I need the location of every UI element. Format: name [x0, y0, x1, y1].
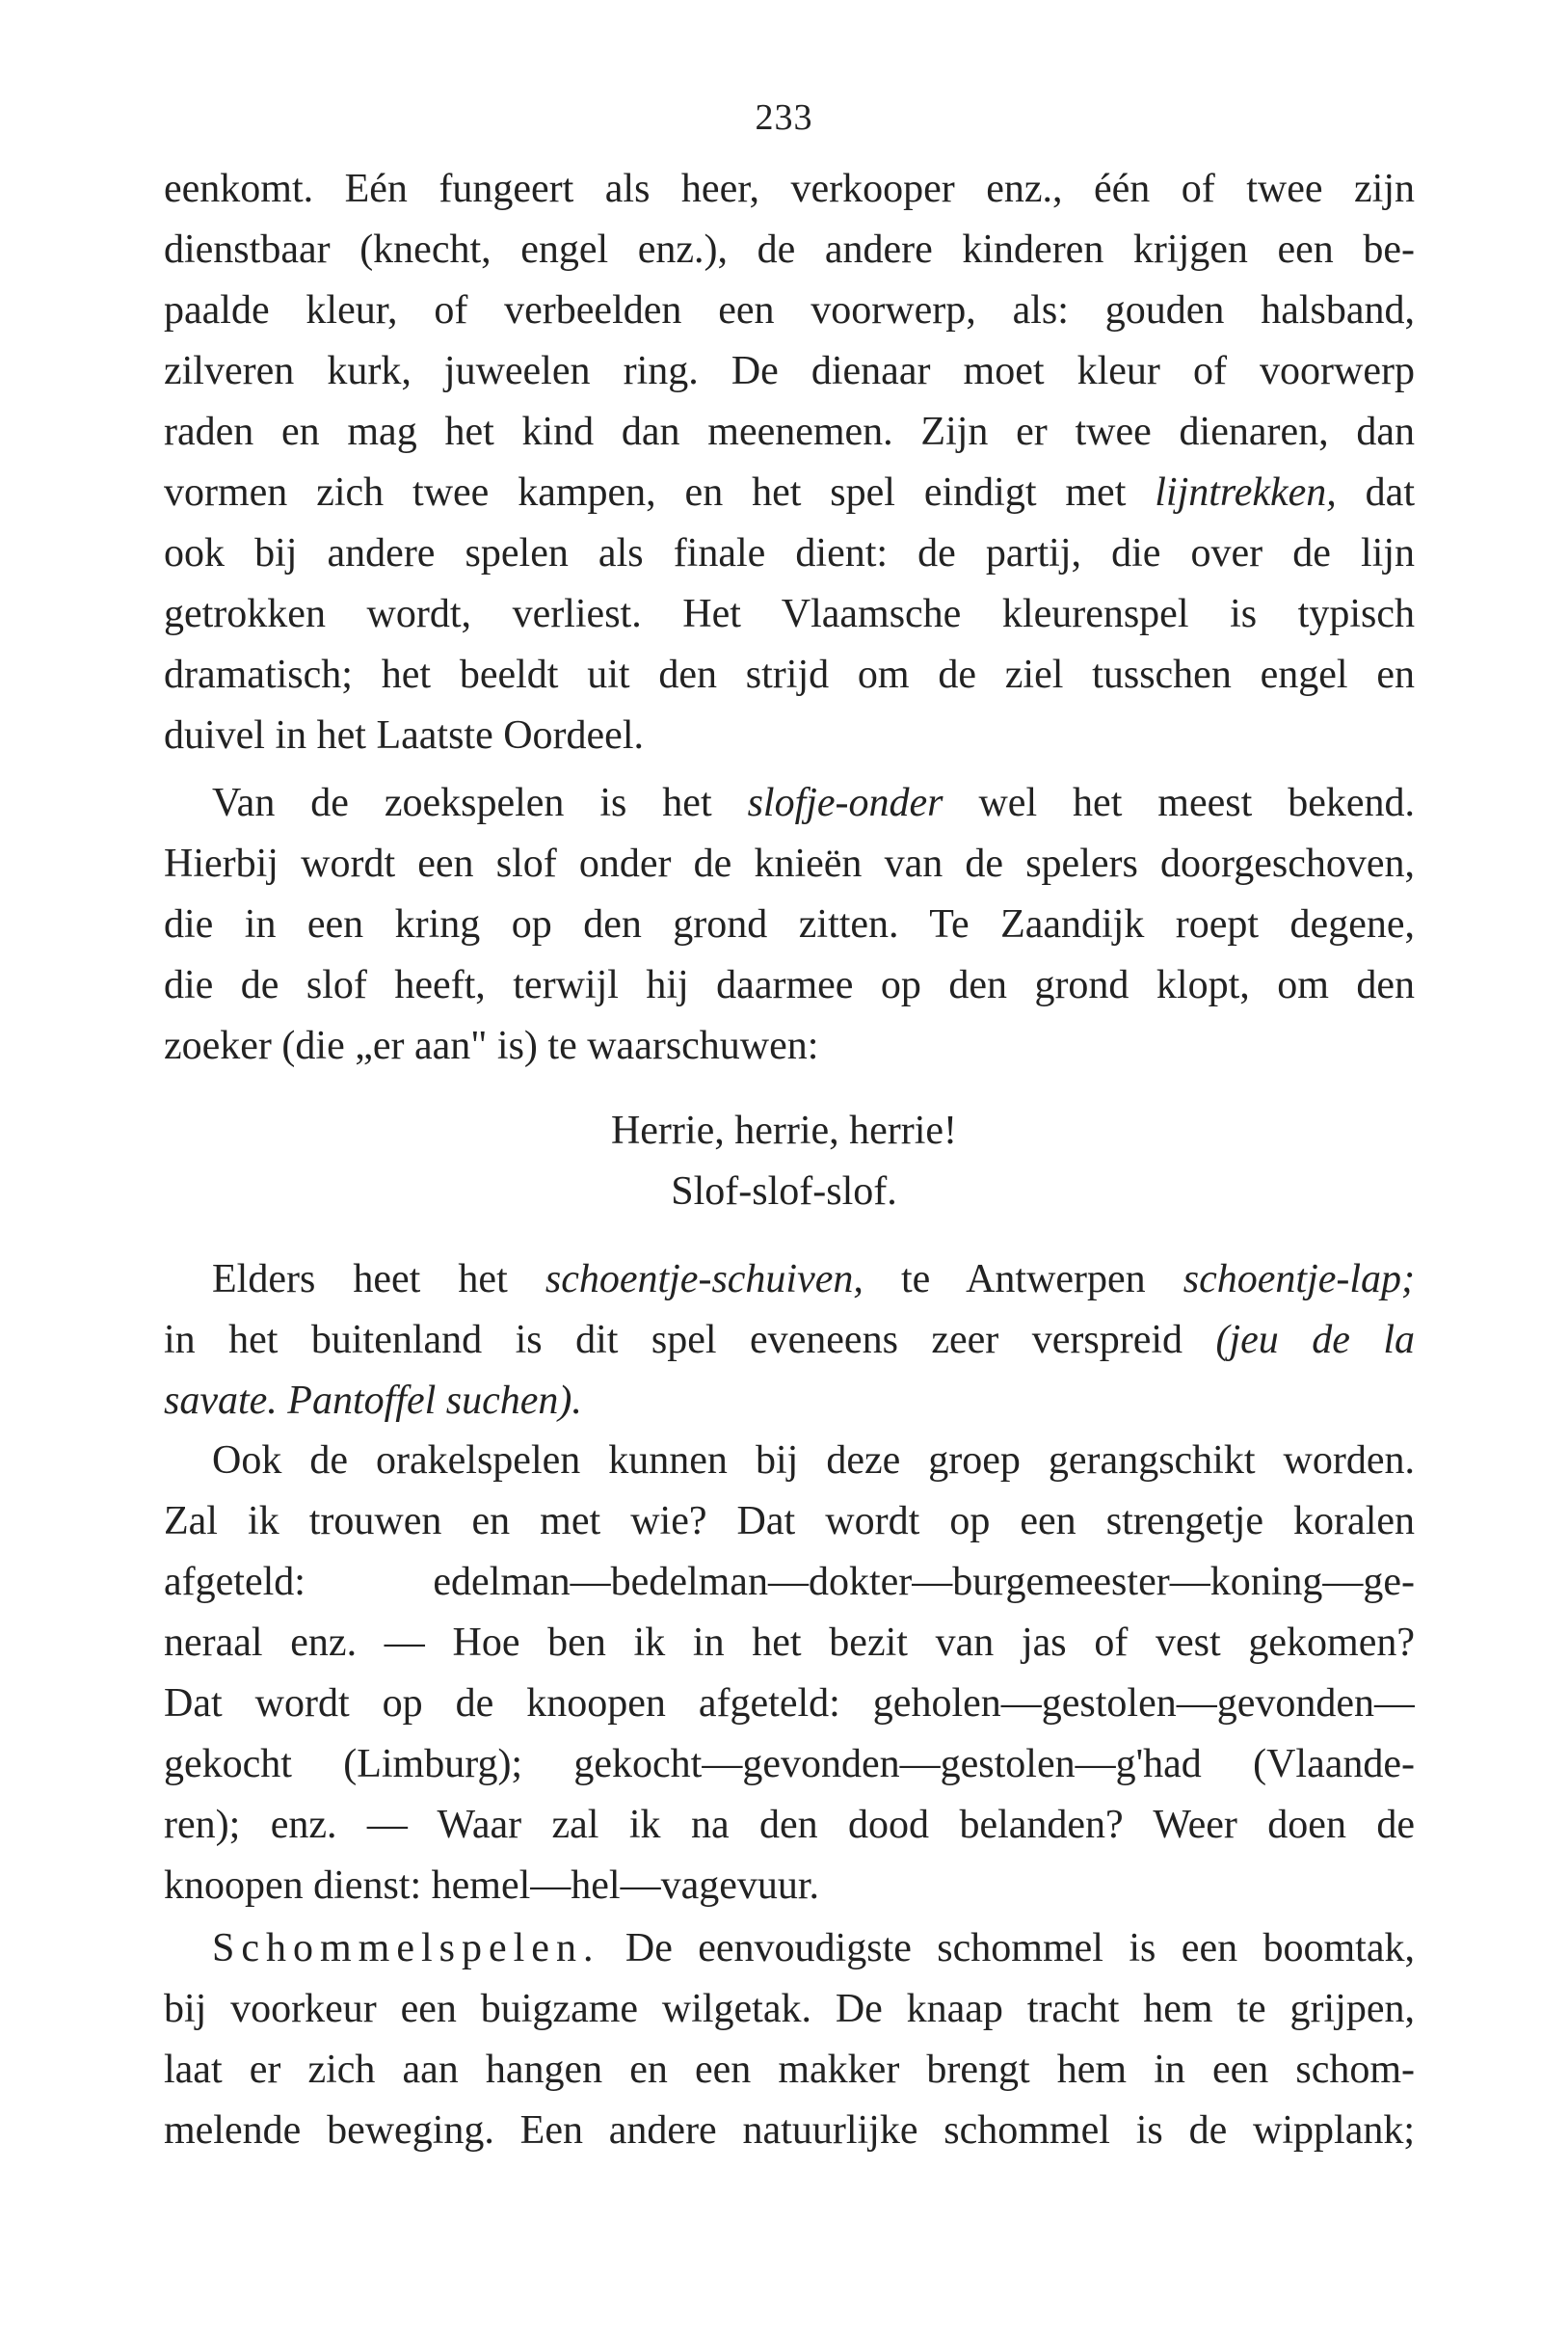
- text-line: zilveren kurk, juweelen ring. De dienaar moet kleur of voorwerp: [164, 349, 1415, 393]
- text-line: bij voorkeur een buigzame wilgetak. De knaap tracht hem te grijpen,: [164, 1987, 1415, 2031]
- text-line: ren); enz. — Waar zal ik na den dood belanden? Weer doen de: [164, 1803, 1415, 1847]
- text-line: gekocht (Limburg); gekocht—gevonden—gestolen—g'had (Vlaande-: [164, 1742, 1415, 1786]
- text-line: Elders heet het schoentje-schuiven, te Antwerpen schoentje-lap;: [212, 1257, 1415, 1301]
- paragraph-5: [164, 1918, 1415, 2161]
- text-line: neraal enz. — Hoe ben ik in het bezit van jas of vest gekomen?: [164, 1621, 1415, 1665]
- text-line: Dat wordt op de knoopen afgeteld: geholen—gestolen—gevonden—: [164, 1681, 1415, 1726]
- verse-line: Herrie, herrie, herrie!: [610, 1109, 958, 1153]
- verse: [0, 1101, 1568, 1222]
- text-line: afgeteld: edelman—bedelman—dokter—burgemeester—koning—ge-: [164, 1560, 1415, 1604]
- page-number: 233: [755, 97, 813, 138]
- text-line: melende beweging. Een andere natuurlijke schommel is de wipplank;: [164, 2108, 1415, 2153]
- italic-term: lijntrekken,: [1155, 470, 1337, 515]
- italic-term: schoentje-schuiven,: [545, 1257, 864, 1301]
- italic-term: slofje-onder: [747, 781, 943, 825]
- paragraph-1: [164, 159, 1415, 766]
- text-line: Van de zoekspelen is het slofje-onder wel het meest bekend.: [212, 781, 1415, 825]
- text-line: [164, 1371, 1415, 1432]
- text-line: eenkomt. Eén fungeert als heer, verkooper enz., één of twee zijn: [164, 167, 1415, 211]
- text-line: getrokken wordt, verliest. Het Vlaamsche kleurenspel is typisch: [164, 592, 1415, 636]
- section-heading: Schommelspelen.: [212, 1926, 600, 1970]
- text-line: vormen zich twee kampen, en het spel eindigt met lijntrekken, dat: [164, 470, 1415, 515]
- text-line: die in een kring op den grond zitten. Te Zaandijk roept degene,: [164, 902, 1415, 947]
- paragraph-3: [164, 1249, 1415, 1432]
- paragraph-2: [164, 773, 1415, 1077]
- text-line: duivel in het Laatste Oordeel.: [164, 713, 644, 758]
- text-line: ook bij andere spelen als finale dient: de partij, die over de lijn: [164, 531, 1415, 576]
- text-line: laat er zich aan hangen en een makker brengt hem in een schom-: [164, 2048, 1415, 2092]
- text-line: die de slof heeft, terwijl hij daarmee op den grond klopt, om den: [164, 963, 1415, 1007]
- text-line: Ook de orakelspelen kunnen bij deze groep gerangschikt worden.: [212, 1438, 1415, 1483]
- text-line: in het buitenland is dit spel eveneens zeer verspreid (jeu de la: [164, 1318, 1415, 1362]
- text-line: paalde kleur, of verbeelden een voorwerp, als: gouden halsband,: [164, 288, 1415, 333]
- text-line: knoopen dienst: hemel—hel—vagevuur.: [164, 1863, 820, 1908]
- italic-term: savate. Pantoffel suchen).: [164, 1379, 582, 1423]
- italic-term: schoentje-lap;: [1183, 1257, 1415, 1301]
- text-line: dramatisch; het beeldt uit den strijd om de ziel tusschen engel en: [164, 653, 1415, 697]
- verse-line: Slof-slof-slof.: [671, 1169, 897, 1214]
- text-line: zoeker (die „er aan" is) te waarschuwen:: [164, 1024, 819, 1068]
- text-line: dienstbaar (knecht, engel enz.), de andere kinderen krijgen een be-: [164, 228, 1415, 272]
- paragraph-4: [164, 1431, 1415, 1916]
- text-line: raden en mag het kind dan meenemen. Zijn er twee dienaren, dan: [164, 410, 1415, 454]
- italic-term: (jeu de la: [1215, 1318, 1415, 1362]
- text-line: Schommelspelen. De eenvoudigste schommel is een boomtak,: [212, 1926, 1415, 1970]
- text-line: Zal ik trouwen en met wie? Dat wordt op een strengetje koralen: [164, 1499, 1415, 1543]
- text-line: Hierbij wordt een slof onder de knieën van de spelers doorgeschoven,: [164, 842, 1415, 886]
